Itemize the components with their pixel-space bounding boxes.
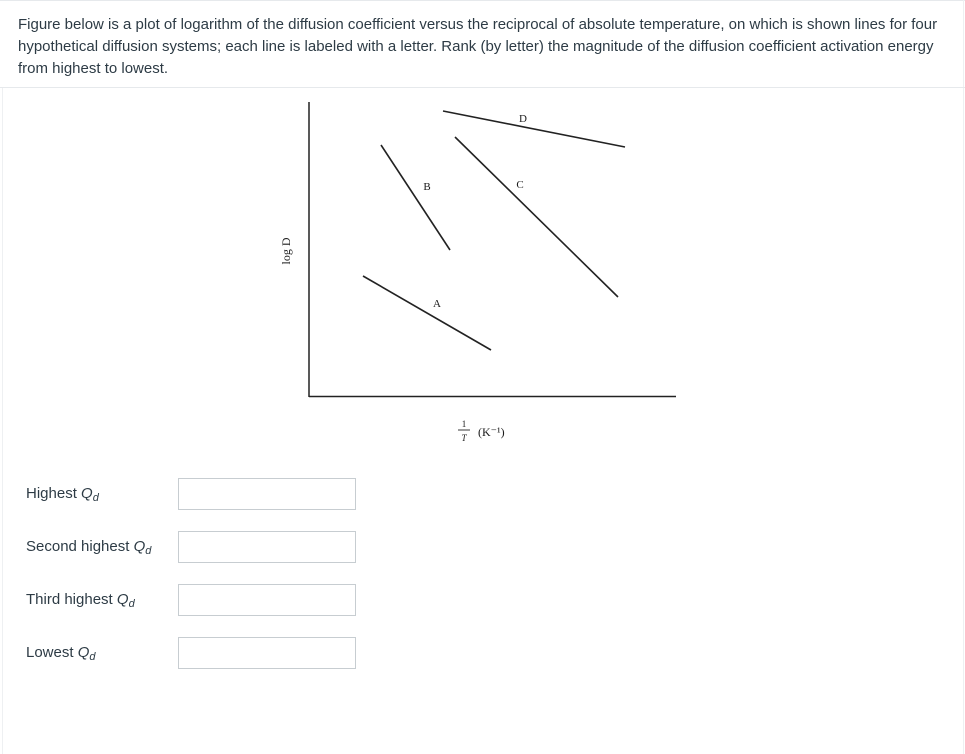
line-a bbox=[363, 276, 491, 350]
diffusion-plot bbox=[0, 88, 965, 458]
line-b-label: B bbox=[423, 181, 431, 193]
x-label-units: (K⁻¹) bbox=[478, 425, 505, 439]
line-d bbox=[443, 111, 625, 147]
y-axis-label: log D bbox=[279, 237, 293, 265]
answer-label-highest: Highest $Q_d$ bbox=[26, 485, 99, 504]
line-d-label: D bbox=[519, 113, 527, 125]
top-border bbox=[0, 0, 965, 1]
x-axis-label bbox=[458, 419, 505, 443]
second-highest-qd-input[interactable] bbox=[178, 531, 356, 563]
x-label-denominator: T bbox=[461, 433, 467, 443]
line-c bbox=[455, 137, 618, 297]
x-label-numerator: 1 bbox=[461, 419, 467, 429]
answer-label-third-highest: Third highest $Q_d$ bbox=[26, 591, 135, 610]
line-c-label: C bbox=[516, 179, 524, 191]
highest-qd-input[interactable] bbox=[178, 478, 356, 510]
third-highest-qd-input[interactable] bbox=[178, 584, 356, 616]
line-a-label: A bbox=[433, 298, 441, 310]
line-b bbox=[381, 145, 450, 250]
question-text: Figure below is a plot of logarithm of the diffusion coefficient versus the reciprocal of absolute temperature, on which is shown lines for four hypothetical diffusion systems; each line is labeled with a letter. Rank (by letter) the magnitude of the diffusion coefficient activation energy from highest to lowest. bbox=[18, 16, 938, 77]
lowest-qd-input[interactable] bbox=[178, 637, 356, 669]
answer-label-second-highest: Second highest $Q_d$ bbox=[26, 538, 152, 557]
answer-label-lowest: Lowest $Q_d$ bbox=[26, 644, 96, 663]
